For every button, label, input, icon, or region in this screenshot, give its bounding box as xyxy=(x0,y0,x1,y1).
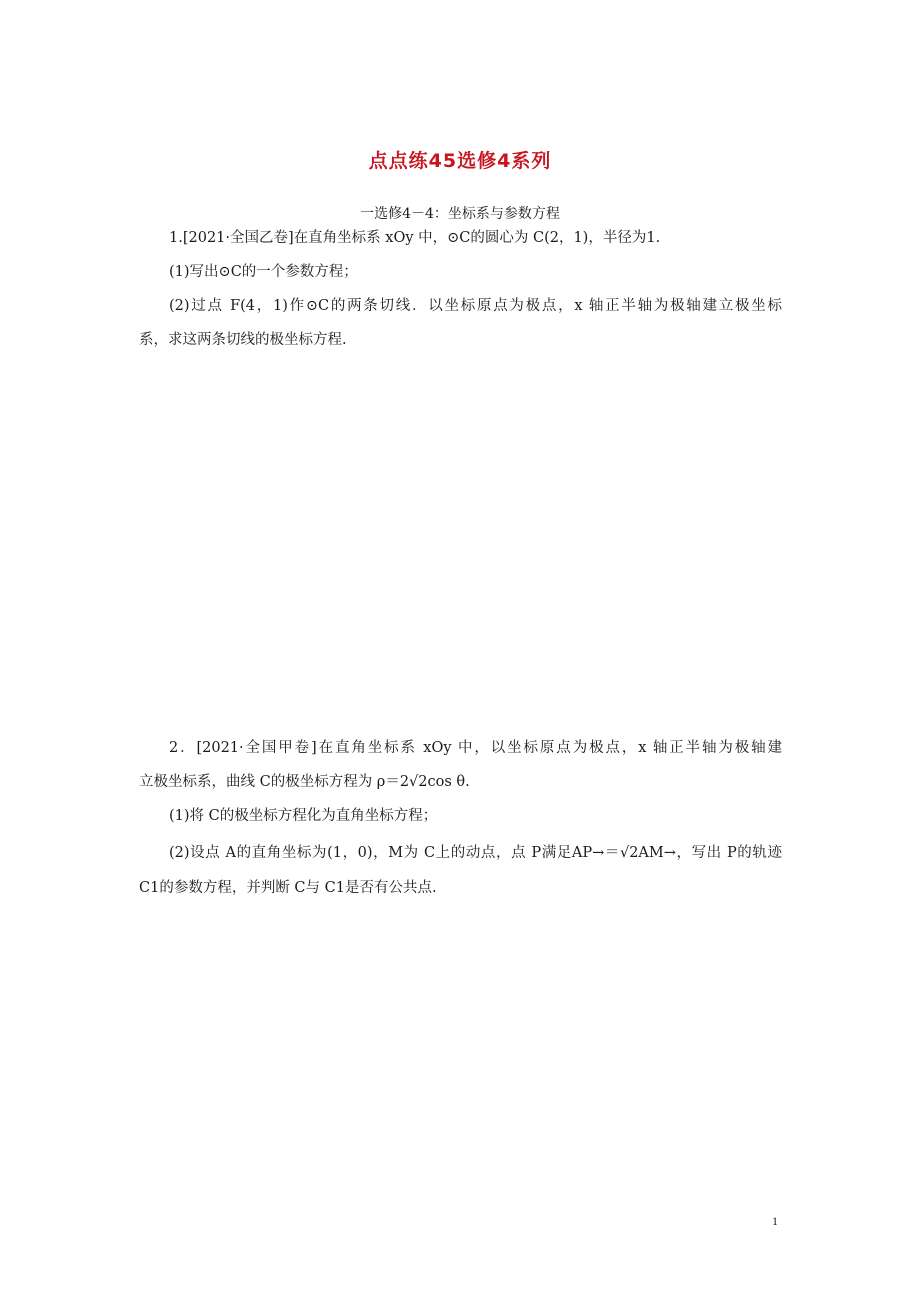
problem-2-part-2-continued: C1的参数方程，并判断 C与 C1是否有公共点. xyxy=(139,880,437,896)
problem-2-part-1: (1)将 C的极坐标方程化为直角坐标方程； xyxy=(169,808,438,824)
section-subtitle: 一选修4－4：坐标系与参数方程 xyxy=(360,206,560,222)
problem-2-statement-continued: 立极坐标系，曲线 C的极坐标方程为 ρ＝2√2cos θ. xyxy=(139,774,470,790)
problem-2-part-2: (2)设点 A的直角坐标为(1，0)，M为 C上的动点，点 P满足AP→＝√2AM→，写出 P的轨迹 xyxy=(169,845,782,861)
problem-1-part-2-continued: 系，求这两条切线的极坐标方程. xyxy=(139,332,347,348)
problem-2-statement: 2．[2021·全国甲卷]在直角坐标系 xOy 中，以坐标原点为极点，x 轴正半轴为极轴建 xyxy=(169,740,782,756)
problem-1-statement: 1.[2021·全国乙卷]在直角坐标系 xOy 中，⊙C的圆心为 C(2，1)，半径为1. xyxy=(169,230,661,246)
page-number: 1 xyxy=(772,1214,778,1228)
problem-1-part-2: (2)过点 F(4，1)作⊙C的两条切线．以坐标原点为极点，x 轴正半轴为极轴建立极坐标 xyxy=(169,298,782,314)
problem-1-part-1: (1)写出⊙C的一个参数方程； xyxy=(169,264,358,280)
page-title: 点点练45选修4系列 xyxy=(368,150,552,172)
